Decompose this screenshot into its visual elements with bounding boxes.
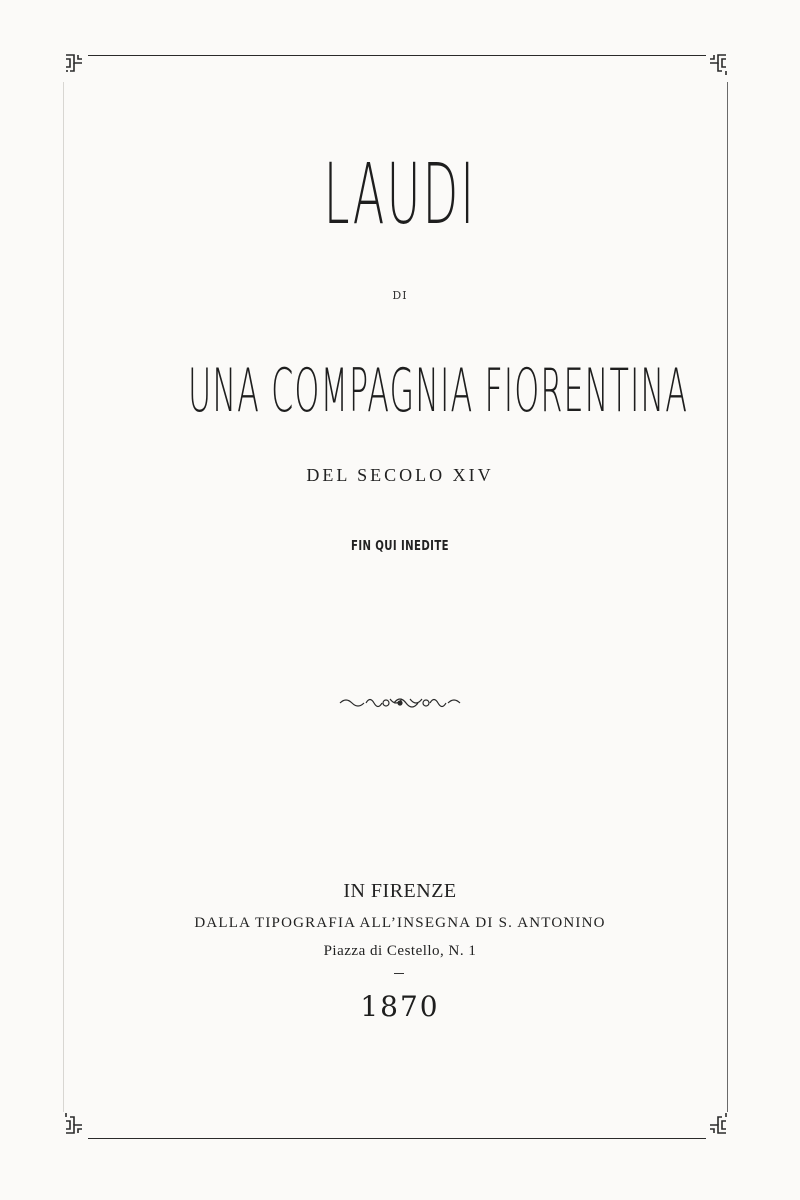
fret-corner-icon xyxy=(60,1111,88,1139)
frame-bottom-rule xyxy=(88,1138,706,1139)
imprint-city: IN FIRENZE xyxy=(343,880,457,902)
publication-year: 1870 xyxy=(360,990,440,1023)
unpublished-note: FIN QUI INEDITE xyxy=(351,539,449,554)
century-line: DEL SECOLO XIV xyxy=(306,465,494,485)
imprint-printer: DALLA TIPOGRAFIA ALL’INSEGNA DI S. ANTONINO xyxy=(194,915,606,931)
floral-vignette-icon xyxy=(338,693,462,713)
book-title: LAUDI xyxy=(323,145,477,243)
fret-corner-icon xyxy=(704,1111,732,1139)
fret-corner-icon xyxy=(60,49,88,77)
title-connector: DI xyxy=(392,289,408,302)
fret-corner-icon xyxy=(704,49,732,77)
imprint-address: Piazza di Cestello, N. 1 xyxy=(323,943,477,959)
divider-dash xyxy=(394,973,404,974)
book-subtitle: UNA COMPAGNIA FIORENTINA xyxy=(188,356,689,426)
frame-top-rule xyxy=(88,55,706,56)
